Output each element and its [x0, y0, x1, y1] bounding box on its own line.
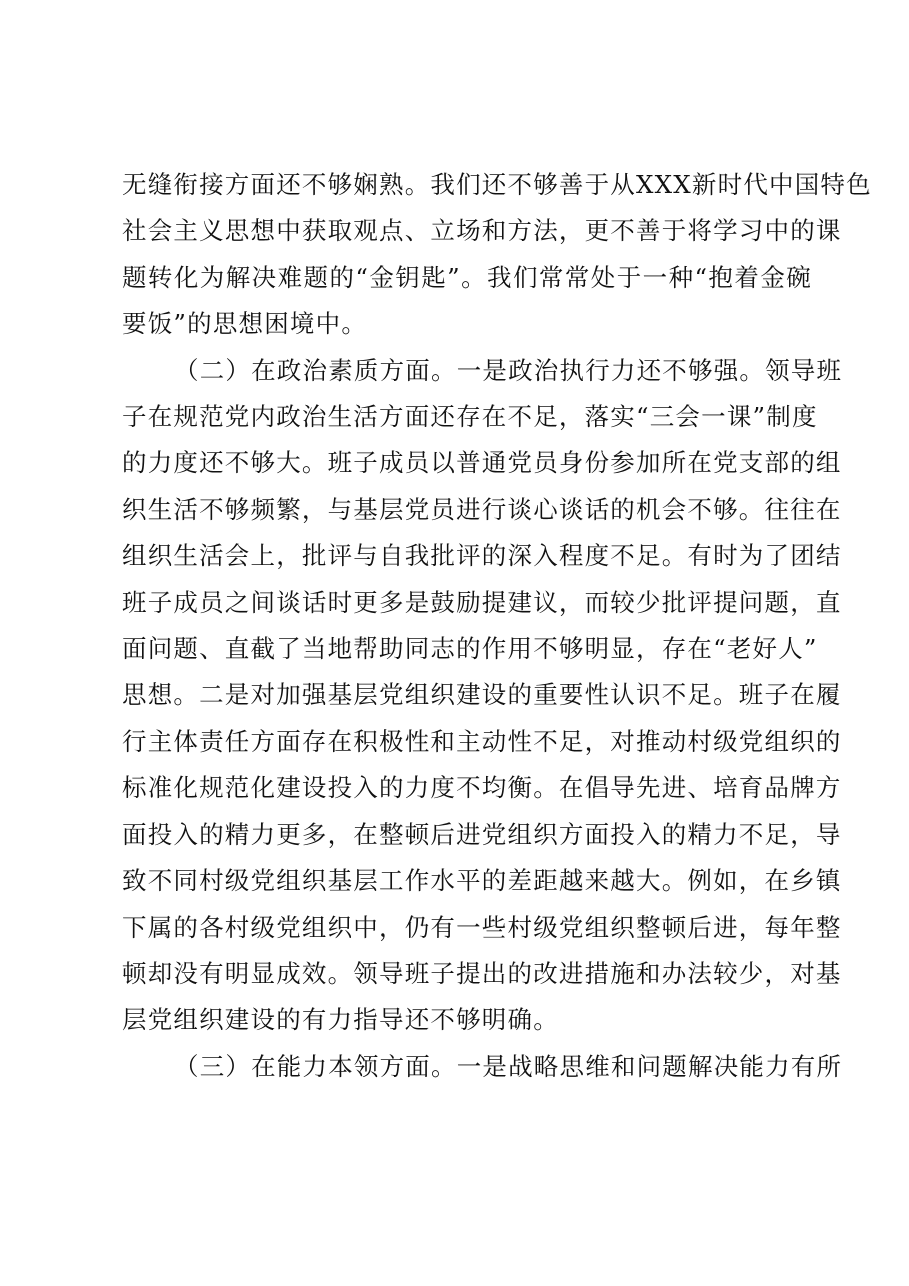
text-line: 社会主义思想中获取观点、立场和方法，更不善于将学习中的课 [122, 216, 842, 246]
document-body [122, 162, 872, 1090]
text-line: 组织生活会上，批评与自我批评的深入程度不足。有时为了团结 [122, 541, 842, 571]
text-line: 下属的各村级党组织中，仍有一些村级党组织整顿后进，每年整 [122, 912, 842, 942]
text-line: 的力度还不够大。班子成员以普通党员身份参加所在党支部的组 [122, 448, 842, 478]
text-line: 织生活不够频繁，与基层党员进行谈心谈话的机会不够。往往在 [122, 494, 842, 524]
text-line: 思想。二是对加强基层党组织建设的重要性认识不足。班子在履 [122, 680, 842, 710]
text-line: 要饭”的思想困境中。 [122, 309, 368, 339]
text-line: 顿却没有明显成效。领导班子提出的改进措施和办法较少，对基 [122, 958, 842, 988]
text-line: 无缝衔接方面还不够娴熟。我们还不够善于从XXX新时代中国特色 [122, 170, 872, 199]
text-line: 层党组织建设的有力指导还不够明确。 [122, 1005, 559, 1035]
text-line: 面问题、直截了当地帮助同志的作用不够明显，存在“老好人” [122, 634, 818, 664]
section-heading-line: （二）在政治素质方面。一是政治执行力还不够强。领导班 [174, 355, 843, 385]
section-heading-line: （三）在能力本领方面。一是战略思维和问题解决能力有所 [174, 1051, 843, 1081]
paragraph-ability [122, 1044, 843, 1090]
text-line: 致不同村级党组织基层工作水平的差距越来越大。例如，在乡镇 [122, 866, 842, 896]
text-line: 班子成员之间谈话时更多是鼓励提建议，而较少批评提问题，直 [122, 587, 842, 617]
paragraph-continued [122, 162, 872, 348]
text-line: 题转化为解决难题的“金钥匙”。我们常常处于一种“抱着金碗 [122, 262, 812, 292]
paragraph-political-quality [122, 348, 843, 1044]
text-line: 子在规范党内政治生活方面还存在不足，落实“三会一课”制度 [122, 402, 818, 432]
text-line: 面投入的精力更多，在整顿后进党组织方面投入的精力不足，导 [122, 819, 842, 849]
text-line: 标准化规范化建设投入的力度不均衡。在倡导先进、培育品牌方 [122, 773, 842, 803]
text-line: 行主体责任方面存在积极性和主动性不足，对推动村级党组织的 [122, 726, 842, 756]
